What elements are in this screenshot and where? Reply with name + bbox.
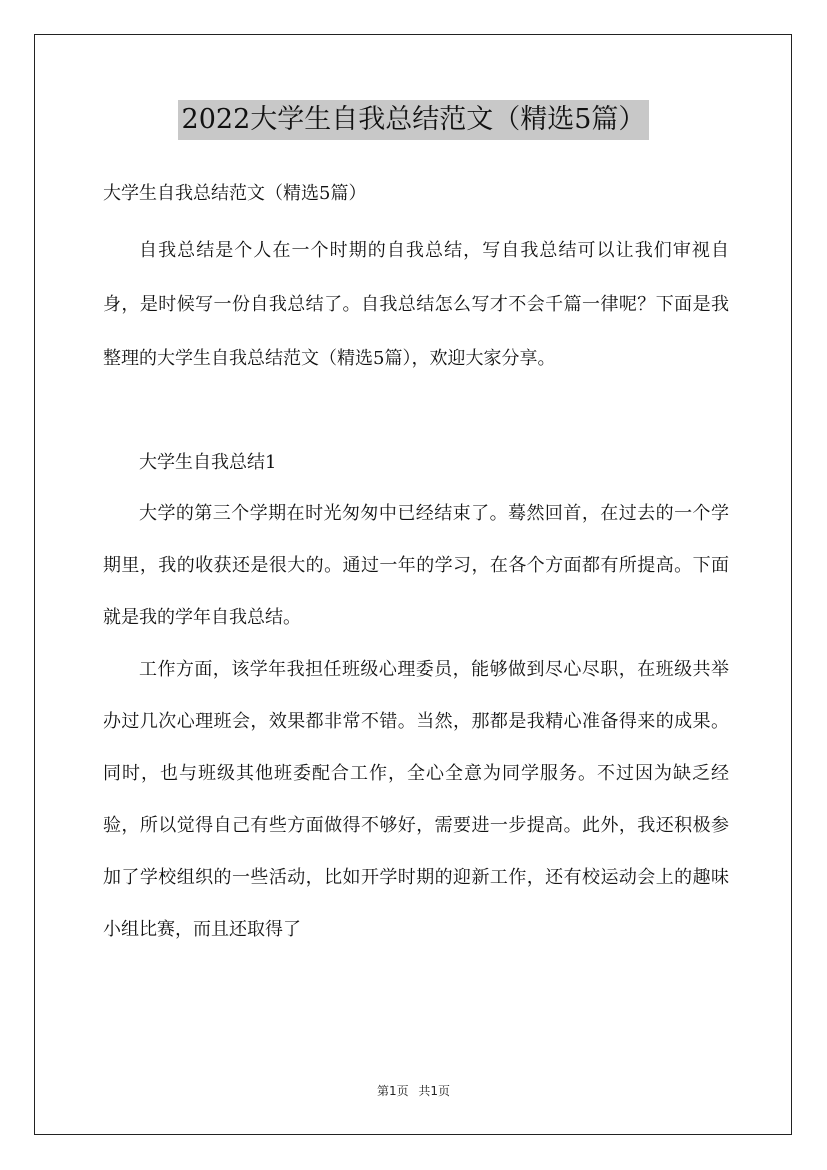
section1-paragraph-1: 大学的第三个学期在时光匆匆中已经结束了。蓦然回首，在过去的一个学期里，我的收获还是很大的。通过一年的学习，在各个方面都有所提高。下面就是我的学年自我总结。	[103, 503, 729, 628]
page-number-total: 共1页	[418, 1084, 451, 1098]
section-heading-1: 大学生自我总结1	[139, 452, 277, 473]
page-number-current: 第1页	[376, 1084, 409, 1098]
document-body	[103, 170, 729, 956]
page-footer	[0, 1082, 827, 1099]
document-subtitle: 大学生自我总结范文（精选5篇）	[103, 183, 367, 204]
intro-paragraph: 自我总结是个人在一个时期的自我总结，写自我总结可以让我们审视自身，是时候写一份自我总结了。自我总结怎么写才不会千篇一律呢？下面是我整理的大学生自我总结范文（精选5篇），欢迎大家分享。	[103, 240, 729, 369]
document-title: 2022大学生自我总结范文（精选5篇）	[178, 100, 650, 140]
section1-paragraph-2: 工作方面，该学年我担任班级心理委员，能够做到尽心尽职，在班级共举办过几次心理班会，效果都非常不错。当然，那都是我精心准备得来的成果。同时，也与班级其他班委配合工作，全心全意为同学服务。不过因为缺乏经验，所以觉得自己有些方面做得不够好，需要进一步提高。此外，我还积极参加了学校组织的一些活动，比如开学时期的迎新工作，还有校运动会上的趣味小组比赛，而且还取得了	[103, 659, 729, 940]
title-container	[0, 100, 827, 140]
